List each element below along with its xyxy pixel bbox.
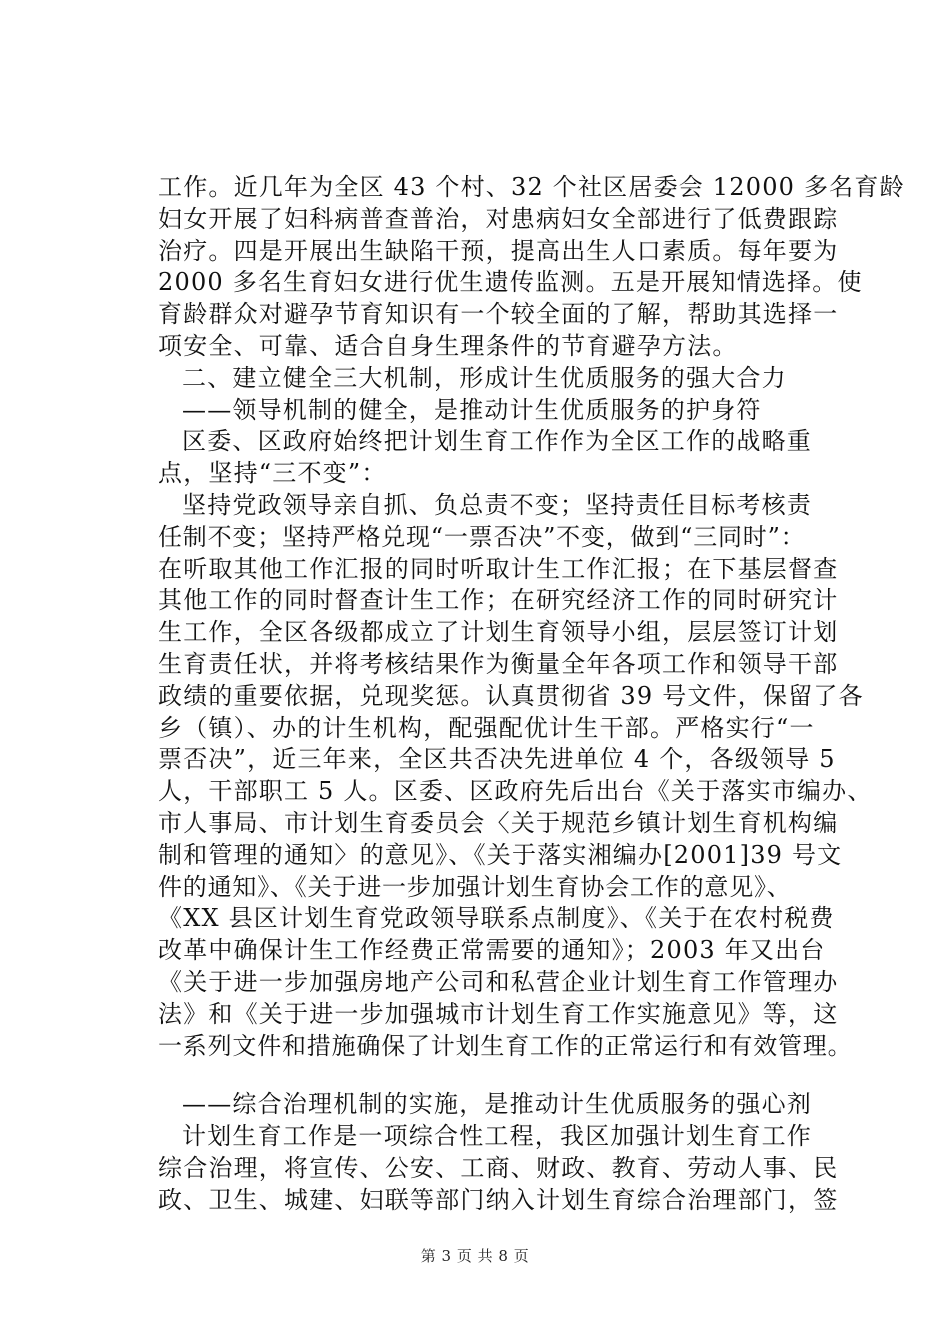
paragraph-line: 生育责任状，并将考核结果作为衡量全年各项工作和领导干部 (158, 649, 839, 678)
paragraph-line: 《XX 县区计划生育党政领导联系点制度》、《关于在农村税费 (158, 904, 835, 933)
paragraph-line: 治疗。四是开展出生缺陷干预，提高出生人口素质。每年要为 (158, 236, 839, 265)
paragraph-line: 人，干部职工 5 人。区委、区政府先后出台《关于落实市编办、 (158, 777, 873, 806)
paragraph-line: 点，坚持“三不变”： (158, 459, 387, 488)
paragraph-line: 改革中确保计生工作经费正常需要的通知》；2003 年又出台 (158, 936, 826, 965)
paragraph-line: 《关于进一步加强房地产公司和私营企业计划生育工作管理办 (158, 967, 839, 996)
paragraph-line: 育龄群众对避孕节育知识有一个较全面的了解，帮助其选择一 (158, 300, 839, 329)
paragraph-line: 计划生育工作是一项综合性工程，我区加强计划生育工作 (182, 1122, 812, 1151)
subheading-comprehensive: ——综合治理机制的实施，是推动计生优质服务的强心剂 (182, 1090, 812, 1119)
paragraph-line: 区委、区政府始终把计划生育工作作为全区工作的战略重 (182, 427, 812, 456)
paragraph-gap (158, 1062, 848, 1089)
paragraph-line: 市人事局、市计划生育委员会〈关于规范乡镇计划生育机构编 (158, 808, 839, 837)
section-heading: 二、建立健全三大机制，形成计生优质服务的强大合力 (182, 363, 787, 392)
paragraph-line: 政、卫生、城建、妇联等部门纳入计划生育综合治理部门，签 (158, 1185, 839, 1214)
paragraph-line: 件的通知》、《关于进一步加强计划生育协会工作的意见》、 (158, 872, 792, 901)
paragraph-line: 制和管理的通知〉的意见》、《关于落实湘编办[2001]39 号文 (158, 840, 843, 869)
page-footer: 第 3 页 共 8 页 (420, 1247, 530, 1265)
paragraph-line: 乡（镇）、办的计生机构，配强配优计生干部。严格实行“一 (158, 713, 815, 742)
paragraph-line: 任制不变；坚持严格兑现“一票否决”不变，做到“三同时”： (158, 522, 806, 551)
paragraph-line: 2000 多名生育妇女进行优生遗传监测。五是开展知情选择。使 (158, 268, 863, 297)
paragraph-line: 法》和《关于进一步加强城市计划生育工作实施意见》等，这 (158, 999, 839, 1028)
paragraph-line: 项安全、可靠、适合自身生理条件的节育避孕方法。 (158, 331, 738, 360)
paragraph-line: 妇女开展了妇科病普查普治，对患病妇女全部进行了低费跟踪 (158, 204, 839, 233)
paragraph-line: 坚持党政领导亲自抓、负总责不变；坚持责任目标考核责 (182, 490, 812, 519)
paragraph-line: 票否决”，近三年来，全区共否决先进单位 4 个，各级领导 5 (158, 745, 836, 774)
paragraph-line: 工作。近几年为全区 43 个村、32 个社区居委会 12000 多名育龄 (158, 173, 905, 201)
paragraph-line: 在听取其他工作汇报的同时听取计生工作汇报；在下基层督查 (158, 554, 839, 583)
paragraph-line: 综合治理，将宣传、公安、工商、财政、教育、劳动人事、民 (158, 1153, 839, 1182)
subheading-leadership: ——领导机制的健全，是推动计生优质服务的护身符 (182, 395, 762, 424)
paragraph-line: 生工作，全区各级都成立了计划生育领导小组，层层签订计划 (158, 618, 839, 647)
body-text (158, 172, 905, 1217)
paragraph-line: 其他工作的同时督查计生工作；在研究经济工作的同时研究计 (158, 586, 839, 615)
paragraph-line: 政绩的重要依据，兑现奖惩。认真贯彻省 39 号文件，保留了各 (158, 681, 864, 710)
paragraph-line: 一系列文件和措施确保了计划生育工作的正常运行和有效管理。 (158, 1031, 853, 1060)
